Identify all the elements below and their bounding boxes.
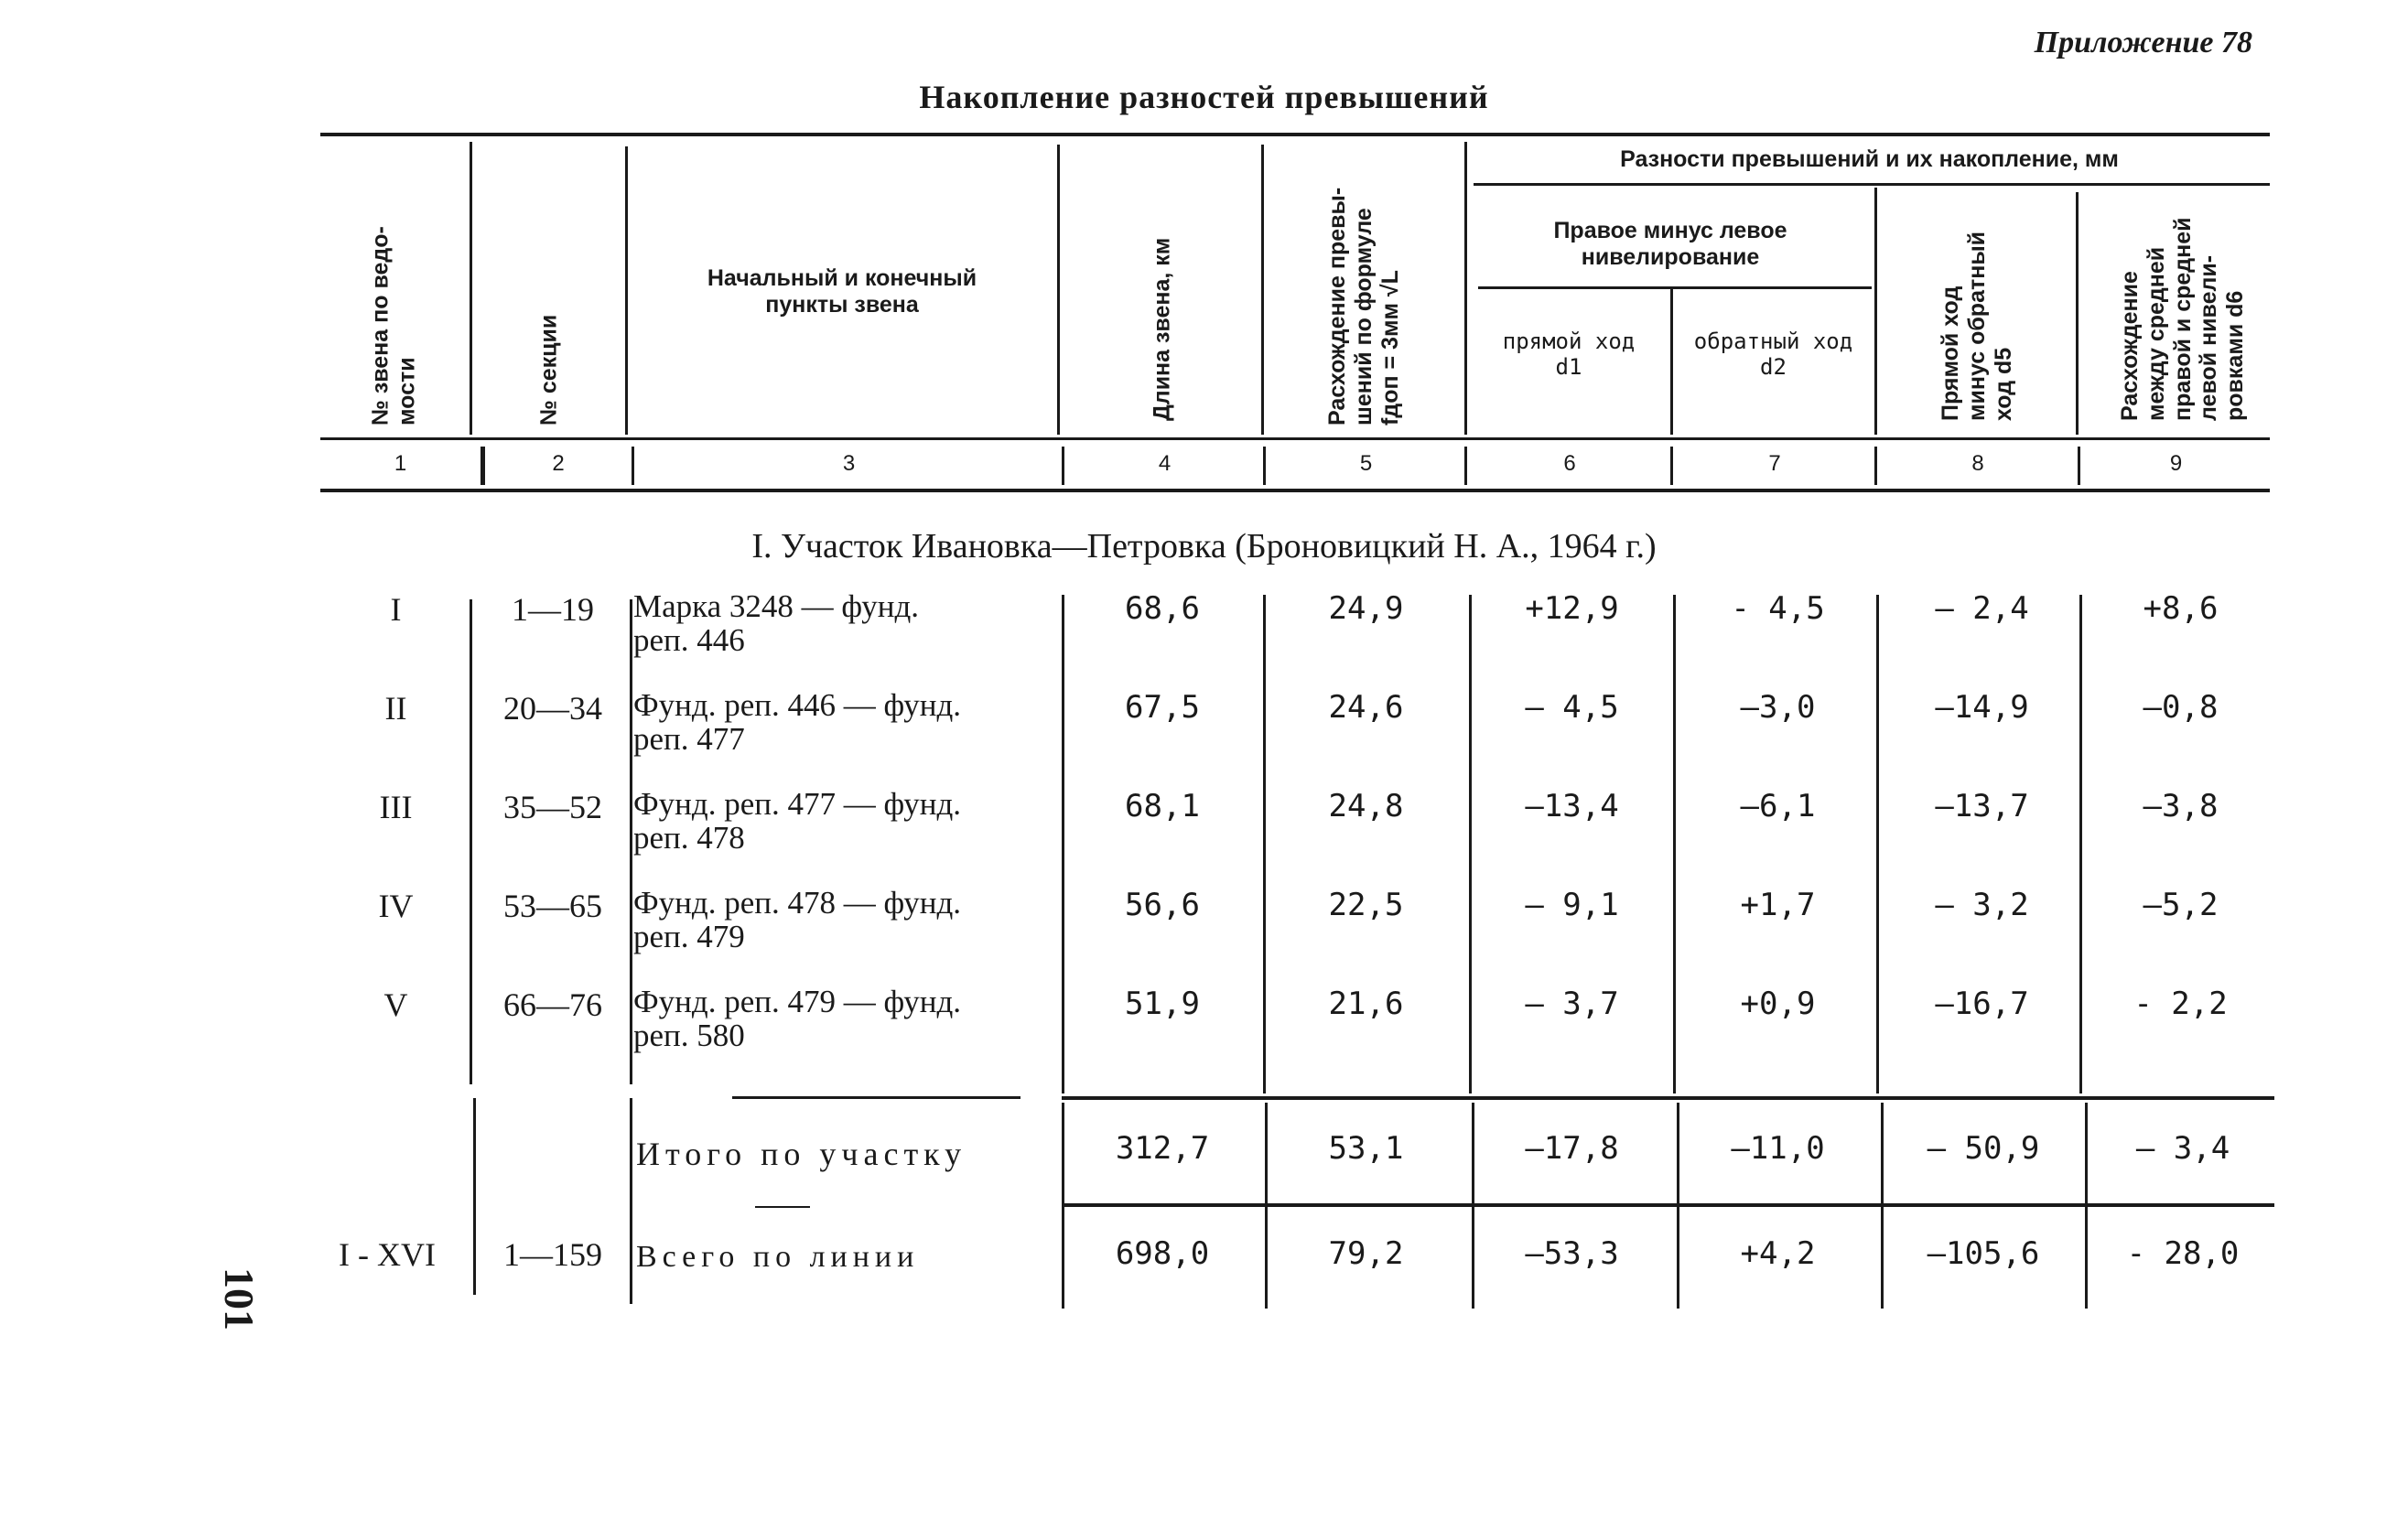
row-cell-d1: +12,9 [1525, 590, 1619, 627]
header-col8: Прямой ход минус обратный ход d5 [1937, 231, 2016, 421]
header-col2: № секции [535, 314, 562, 426]
section-total-d1: —17,8 [1525, 1130, 1619, 1167]
column-number-8: 8 [1971, 451, 1984, 476]
row-cell-section: 66—76 [503, 986, 602, 1023]
row-cell-d6: —3,8 [2143, 788, 2219, 824]
row-cell-points: Фунд. реп. 478 — фунд. реп. 479 [633, 885, 962, 954]
colnum-divider-3 [1062, 447, 1064, 485]
column-number-9: 9 [2169, 451, 2183, 476]
row-cell-d2: —6,1 [1740, 788, 1816, 824]
row-cell-section: 1—19 [512, 591, 594, 628]
colnum-divider-7 [1874, 447, 1877, 485]
appendix-label: Приложение 78 [2034, 26, 2252, 59]
row-cell-d1: — 3,7 [1525, 986, 1619, 1022]
header-divider-8 [2076, 192, 2079, 435]
body-divider-7 [1876, 595, 1879, 1093]
lower-divider-2 [630, 1098, 632, 1304]
section-title: I. Участок Ивановка—Петровка (Броновицкий Н. А., 1964 г.) [751, 527, 1657, 566]
header-col9: Расхождение между средней правой и средней левой нивели- ровками d6 [2117, 217, 2249, 421]
row-cell-d1: — 9,1 [1525, 887, 1619, 923]
colnum-divider-2 [632, 447, 634, 485]
row-cell-section: 53—65 [503, 888, 602, 924]
header-divider-7 [1874, 188, 1877, 435]
page-number: 101 [216, 1267, 263, 1330]
body-divider-4 [1263, 595, 1266, 1093]
row-cell-d2: +0,9 [1740, 986, 1816, 1022]
column-number-7: 7 [1768, 451, 1781, 476]
total-rule-short [755, 1206, 810, 1208]
column-number-2: 2 [552, 451, 565, 476]
row-cell-d6: - 2,2 [2133, 986, 2228, 1022]
row-cell-section: 35—52 [503, 789, 602, 825]
row-cell-length: 51,9 [1125, 986, 1200, 1022]
header-subgroup: Правое минус левое нивелирование [1553, 218, 1787, 270]
row-cell-points: Фунд. реп. 477 — фунд. реп. 478 [633, 786, 962, 856]
row-cell-d6: +8,6 [2143, 590, 2219, 627]
header-col4: Длина звена, км [1149, 237, 1175, 421]
column-number-3: 3 [842, 451, 856, 476]
header-top-rule [320, 133, 2270, 136]
column-number-4: 4 [1158, 451, 1172, 476]
body-divider-3 [1062, 595, 1064, 1093]
row-cell-d6: —5,2 [2143, 887, 2219, 923]
colnum-divider-5 [1464, 447, 1467, 485]
colnum-divider-4 [1263, 447, 1266, 485]
header-col5: Расхождение превы- шений по формуле fдоп = 3мм √L [1323, 187, 1403, 426]
row-cell-num: I [390, 591, 402, 628]
section-total-d2: —11,0 [1731, 1130, 1825, 1167]
header-divider-4 [1261, 145, 1264, 435]
header-bottom-rule [320, 437, 2270, 440]
section-total-length: 312,7 [1115, 1130, 1210, 1167]
row-cell-d1: — 4,5 [1525, 689, 1619, 726]
header-col7: обратный ход d2 [1693, 329, 1853, 380]
subgroup-rule [1478, 286, 1872, 289]
column-number-5: 5 [1359, 451, 1373, 476]
row-cell-points: Фунд. реп. 446 — фунд. реп. 477 [633, 687, 962, 757]
header-divider-5 [1464, 142, 1467, 435]
group-rule [1474, 183, 2270, 186]
line-total-d5: —105,6 [1927, 1235, 2040, 1272]
line-total-label: Всего по линии [636, 1240, 920, 1274]
line-total-length: 698,0 [1115, 1235, 1210, 1272]
row-cell-f: 24,9 [1328, 590, 1404, 627]
header-divider-6 [1670, 288, 1673, 435]
body-divider-5 [1469, 595, 1472, 1093]
line-total-d1: —53,3 [1525, 1235, 1619, 1272]
row-cell-section: 20—34 [503, 690, 602, 727]
header-col1: № звена по ведо- мости [367, 226, 419, 426]
colnum-divider-8 [2078, 447, 2080, 485]
row-cell-points: Марка 3248 — фунд. реп. 446 [633, 588, 920, 658]
row-cell-d5: —14,9 [1935, 689, 2029, 726]
section-total-d6: — 3,4 [2135, 1130, 2230, 1167]
header-divider-2 [625, 146, 628, 435]
row-cell-d5: — 2,4 [1935, 590, 2029, 627]
sum-rule-points [732, 1096, 1020, 1099]
body-divider-1 [470, 599, 472, 1084]
row-cell-d6: —0,8 [2143, 689, 2219, 726]
row-cell-points: Фунд. реп. 479 — фунд. реп. 580 [633, 984, 962, 1053]
row-cell-d2: —3,0 [1740, 689, 1816, 726]
body-divider-6 [1673, 595, 1676, 1093]
row-cell-num: II [384, 690, 407, 727]
row-cell-d5: —16,7 [1935, 986, 2029, 1022]
row-cell-length: 56,6 [1125, 887, 1200, 923]
row-cell-d2: +1,7 [1740, 887, 1816, 923]
header-divider-3 [1057, 145, 1060, 435]
row-cell-f: 24,8 [1328, 788, 1404, 824]
row-cell-d5: —13,7 [1935, 788, 2029, 824]
row-cell-f: 24,6 [1328, 689, 1404, 726]
row-cell-num: IV [378, 888, 414, 924]
line-total-d6: - 28,0 [2126, 1235, 2240, 1272]
row-cell-f: 21,6 [1328, 986, 1404, 1022]
row-cell-num: V [383, 986, 408, 1023]
body-divider-2 [630, 599, 632, 1084]
column-number-6: 6 [1563, 451, 1576, 476]
row-cell-length: 68,1 [1125, 788, 1200, 824]
line-total-num: I - XVI [339, 1236, 436, 1273]
row-cell-d5: — 3,2 [1935, 887, 2029, 923]
row-cell-length: 68,6 [1125, 590, 1200, 627]
colnum-divider-6 [1670, 447, 1673, 485]
header-divider-1 [470, 142, 472, 435]
row-cell-d2: - 4,5 [1731, 590, 1825, 627]
row-cell-num: III [379, 789, 413, 825]
section-total-label: Итого по участку [636, 1136, 967, 1172]
row-cell-length: 67,5 [1125, 689, 1200, 726]
line-total-f: 79,2 [1328, 1235, 1404, 1272]
column-numbers-rule [320, 489, 2270, 492]
line-total-section: 1—159 [503, 1236, 602, 1273]
line-total-d2: +4,2 [1740, 1235, 1816, 1272]
row-cell-d1: —13,4 [1525, 788, 1619, 824]
header-group: Разности превышений и их накопление, мм [1620, 146, 2119, 172]
header-col3: Начальный и конечный пункты звена [707, 265, 977, 318]
sum-rule-values [1062, 1096, 2274, 1100]
section-total-d5: — 50,9 [1927, 1130, 2040, 1167]
header-col6: прямой ход d1 [1502, 329, 1636, 380]
column-number-1: 1 [394, 451, 407, 476]
row-cell-f: 22,5 [1328, 887, 1404, 923]
table-title: Накопление разностей превышений [919, 79, 1489, 115]
total-rule-values [1062, 1203, 2274, 1207]
section-total-f: 53,1 [1328, 1130, 1404, 1167]
